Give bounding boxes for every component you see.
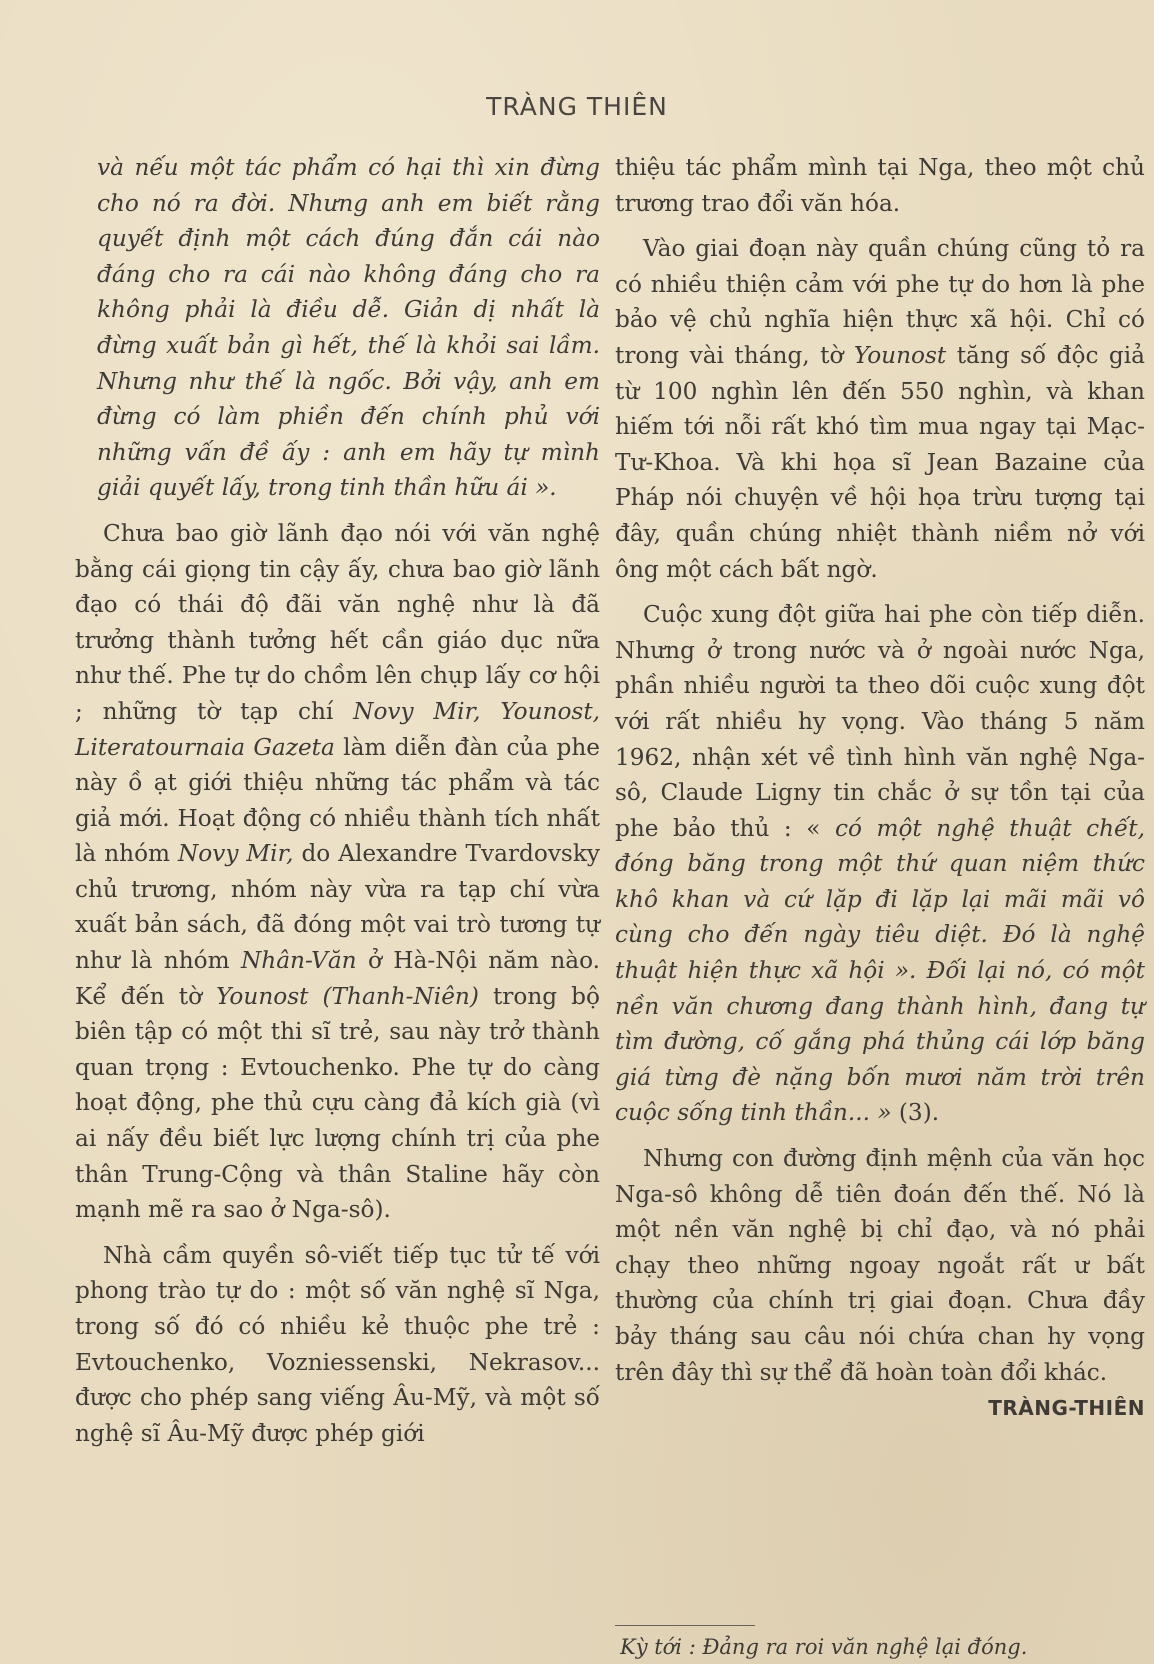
footnote-divider — [615, 1625, 755, 1626]
footnote-reference: (3). — [898, 1099, 940, 1127]
author-signature: TRÀNG-THIÊN — [988, 1396, 1145, 1421]
body-paragraph: Cuộc xung đột giữa hai phe còn tiếp diễn. Nhưng ở trong nước và ở ngoài nước Nga, phần nhiều người ta theo dõi cuộc xung đột với rất nhiều hy vọng. Vào tháng 5 năm 1962, nhận xét về tình hình văn nghệ Nga-sô, Claude Ligny tin chắc ở sự tồn tại của phe bảo thủ : « có một nghệ thuật chết, đóng băng trong một thứ quan niệm thức khô khan và cứ lặp đi lặp lại mãi mãi vô cùng cho đến ngày tiêu diệt. Đó là nghệ thuật hiện thực xã hội ». Đối lại nó, có một nền văn chương đang thành hình, đang tự tìm đường, cố gắng phá thủng cái lớp băng giá từng đè nặng bốn mươi năm trời trên cuộc sống tinh thần... » (3). — [615, 601, 1145, 1127]
inline-quotation: có một nghệ thuật chết, đóng băng trong một thứ quan niệm thức khô khan và cứ lặp đi lặp lại mãi mãi vô cùng cho đến ngày tiêu diệt. Đó là nghệ thuật hiện thực xã hội ». Đối lại nó, có một nền văn chương đang thành hình, đang tự tìm đường, cố gắng phá thủng cái lớp băng giá từng đè nặng bốn mươi năm trời trên cuộc sống tinh thần... » — [615, 814, 1145, 1127]
magazine-title: Novy Mir, — [178, 840, 294, 868]
body-paragraph: Nhưng con đường định mệnh của văn học Nga-sô không dễ tiên đoán đến thế. Nó là một nền văn nghệ bị chỉ đạo, và nó phải chạy theo những ngoay ngoắt rất ư bất thường của chính trị giai đoạn. Chưa đầy bảy tháng sau câu nói chứa chan hy vọng trên đây thì sự thể đã hoàn toàn đổi khác. — [615, 1145, 1145, 1386]
body-paragraph: Vào giai đoạn này quần chúng cũng tỏ ra có nhiều thiện cảm với phe tự do hơn là phe bảo vệ chủ nghĩa hiện thực xã hội. Chỉ có trong vài tháng, tờ Younost tăng số độc giả từ 100 nghìn lên đến 550 nghìn, và khan hiếm tới nỗi rất khó tìm mua ngay tại Mạc-Tư-Khoa. Và khi họa sĩ Jean Bazaine của Pháp nói chuyện về hội họa trừu tượng tại đây, quần chúng nhiệt thành niềm nở với ông một cách bất ngờ. — [615, 235, 1145, 583]
running-header: TRÀNG THIÊN — [486, 92, 668, 121]
magazine-title: Younost (Thanh-Niên) — [216, 982, 479, 1010]
right-column — [615, 150, 1145, 1437]
body-paragraph: Nhà cầm quyền sô-viết tiếp tục tử tế với phong trào tự do : một số văn nghệ sĩ Nga, trong số đó có nhiều kẻ thuộc phe trẻ : Evtouchenko, Vozniessenski, Nekrasov... được cho phép sang viếng Âu-Mỹ, và một số nghệ sĩ Âu-Mỹ được phép giới — [75, 1241, 600, 1447]
group-name: Nhân-Văn — [240, 947, 357, 975]
magazine-title: Younost, Literatournaia Gazeta — [75, 697, 601, 761]
left-column — [75, 150, 600, 1451]
magazine-title: Younost — [853, 341, 947, 369]
magazine-title: Novy Mir, — [353, 697, 481, 725]
body-paragraph: Chưa bao giờ lãnh đạo nói với văn nghệ bằng cái giọng tin cậy ấy, chưa bao giờ lãnh đạo có thái độ đãi văn nghệ như là đã trưởng thành tưởng hết cần giáo dục nữa như thế. Phe tự do chồm lên chụp lấy cơ hội ; những tờ tạp chí Novy Mir, Younost, Literatournaia Gazeta làm diễn đàn của phe này ồ ạt giới thiệu những tác phẩm và tác giả mới. Hoạt động có nhiều thành tích nhất là nhóm Novy Mir, do Alexandre Tvardovsky chủ trương, nhóm này vừa ra tạp chí vừa xuất bản sách, đã đóng một vai trò tương tự như là nhóm Nhân-Văn ở Hà-Nội năm nào. Kể đến tờ Younost (Thanh-Niên) trong bộ biên tập có một thi sĩ trẻ, sau này trở thành quan trọng : Evtouchenko. Phe tự do càng hoạt động, phe thủ cựu càng đả kích già (vì ai nấy đều biết lực lượng chính trị của phe thân Trung-Cộng và thân Staline hãy còn mạnh mẽ ra sao ở Nga-sô). — [75, 519, 601, 1224]
next-issue-note: Kỳ tới : Đảng ra roi văn nghệ lại đóng. — [620, 1635, 1028, 1659]
quotation-paragraph: và nếu một tác phẩm có hại thì xin đừng cho nó ra đời. Nhưng anh em biết rằng quyết định một cách đúng đắn cái nào đáng cho ra cái nào không đáng cho ra không phải là điều dễ. Giản dị nhất là đừng xuất bản gì hết, thế là khỏi sai lầm. Nhưng như thế là ngốc. Bởi vậy, anh em đừng có làm phiền đến chính phủ với những vấn đề ấy : anh em hãy tự mình giải quyết lấy, trong tinh thần hữu ái ». — [97, 154, 600, 502]
body-paragraph-continued: thiệu tác phẩm mình tại Nga, theo một chủ trương trao đổi văn hóa. — [615, 154, 1145, 217]
